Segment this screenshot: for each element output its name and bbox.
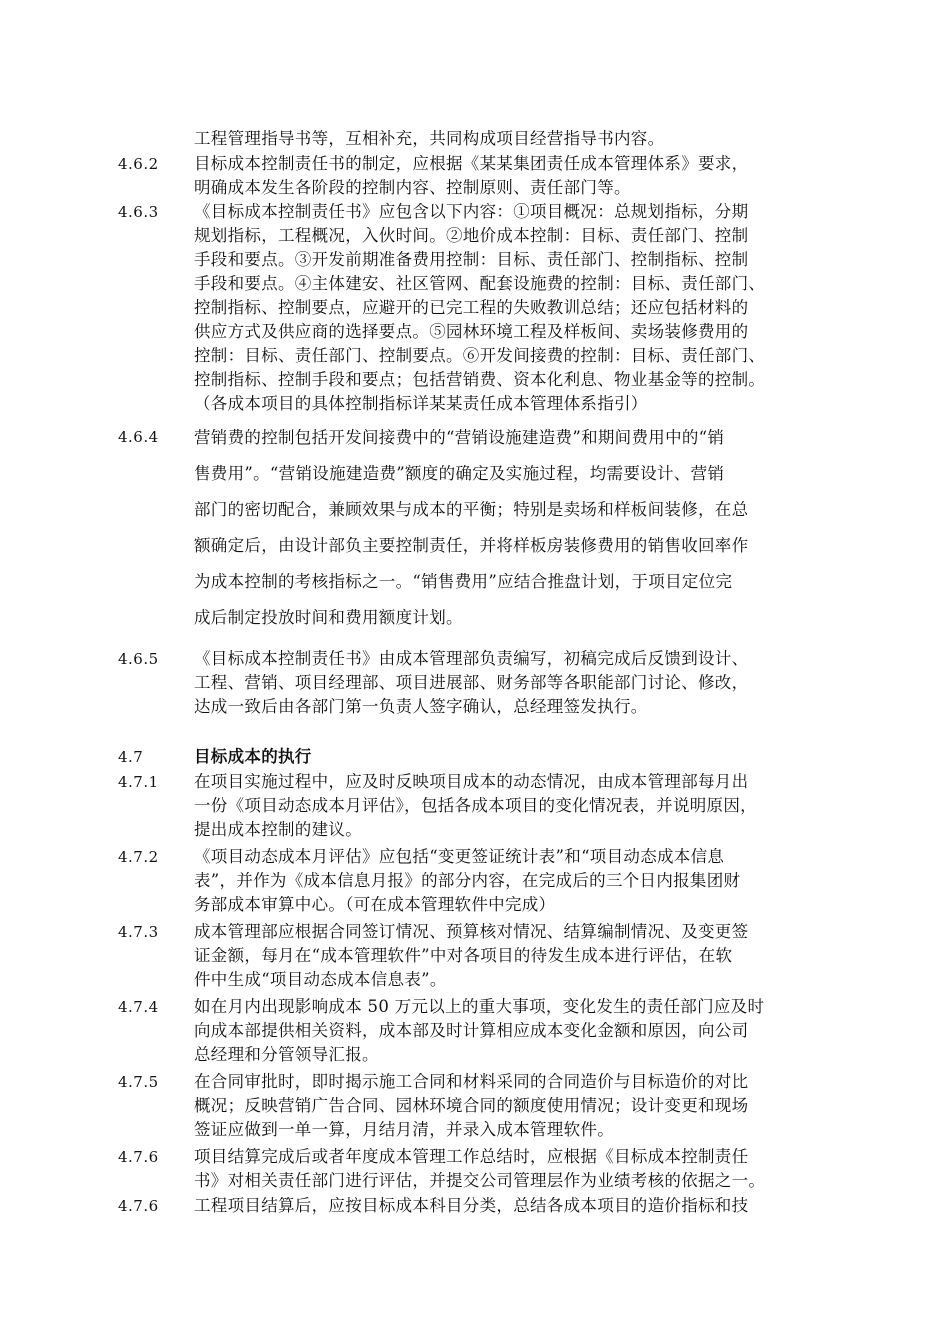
paragraph-continuation — [118, 127, 838, 151]
text-line: 手段和要点。④主体建安、社区管网、配套设施费的控制：目标、责任部门、 — [194, 274, 766, 293]
clause-number: 4.7.1 — [118, 773, 159, 791]
text-line: 成本管理部应根据合同签订情况、预算核对情况、结算编制情况、及变更签 — [194, 922, 749, 941]
text-line: 目标成本的执行 — [194, 747, 312, 766]
text-line: 控制指标、控制手段和要点；包括营销费、资本化利息、物业基金等的控制。 — [194, 370, 766, 389]
clause-4-7-2 — [118, 845, 838, 917]
text-line: 明确成本发生各阶段的控制内容、控制原则、责任部门等。 — [194, 178, 631, 197]
section-heading-4-7 — [118, 745, 838, 769]
text-line: 书》对相关责任部门进行评估，并提交公司管理层作为业绩考核的依据之一。 — [194, 1171, 766, 1190]
text-line: 售费用”。“营销设施建造费”额度的确定及实施过程，均需要设计、营销 — [194, 464, 725, 483]
text-line: 额确定后，由设计部负主要控制责任，并将样板房装修费用的销售收回率作 — [194, 536, 749, 555]
text-line: 提出成本控制的建议。 — [194, 820, 362, 839]
clause-number: 4.7.6 — [118, 1197, 159, 1215]
text-line: 目标成本控制责任书的制定，应根据《某某集团责任成本管理体系》要求， — [194, 154, 749, 173]
clause-number: 4.7.6 — [118, 1148, 159, 1166]
clause-text — [194, 920, 838, 992]
clause-4-7-6-second — [118, 1194, 838, 1218]
clause-number: 4.6.4 — [118, 428, 159, 446]
text-line: 签证应做到一单一算，月结月清，并录入成本管理软件。 — [194, 1120, 614, 1139]
clause-number: 4.7.5 — [118, 1073, 159, 1091]
text-line: 控制指标、控制要点，应避开的已完工程的失败教训总结；还应包括材料的 — [194, 298, 749, 317]
clause-text — [194, 845, 838, 917]
text-line: 营销费的控制包括开发间接费中的“营销设施建造费”和期间费用中的“销 — [194, 428, 725, 447]
text-line: 手段和要点。③开发前期准备费用控制：目标、责任部门、控制指标、控制 — [194, 250, 749, 269]
clause-4-6-2 — [118, 152, 838, 200]
clause-4-7-6 — [118, 1145, 838, 1193]
clause-number: 4.7.3 — [118, 923, 159, 941]
text-line: 概况；反映营销广告合同、园林环境合同的额度使用情况；设计变更和现场 — [194, 1096, 749, 1115]
text-line: 工程项目结算后，应按目标成本科目分类，总结各成本项目的造价指标和技 — [194, 1196, 749, 1215]
clause-number: 4.7.4 — [118, 998, 159, 1016]
section-title — [194, 745, 838, 769]
text-line: 控制：目标、责任部门、控制要点。⑥开发间接费的控制：目标、责任部门、 — [194, 346, 766, 365]
text-line: 向成本部提供相关资料，成本部及时计算相应成本变化金额和原因，向公司 — [194, 1021, 749, 1040]
clause-4-7-4 — [118, 995, 838, 1067]
clause-text — [194, 1194, 838, 1218]
text-line: 总经理和分管领导汇报。 — [194, 1045, 379, 1064]
clause-text — [194, 995, 838, 1067]
clause-text — [194, 200, 838, 416]
text-line: 证金额，每月在“成本管理软件”中对各项目的待发生成本进行评估，在软 — [194, 946, 733, 965]
text-line: 达成一致后由各部门第一负责人签字确认，总经理签发执行。 — [194, 697, 648, 716]
text-line: 件中生成“项目动态成本信息表”。 — [194, 970, 447, 989]
clause-4-7-5 — [118, 1070, 838, 1142]
clause-number — [118, 127, 194, 151]
text-line: 部门的密切配合，兼顾效果与成本的平衡；特别是卖场和样板间装修，在总 — [194, 500, 749, 519]
clause-text — [194, 423, 838, 639]
text-line: 工程管理指导书等，互相补充，共同构成项目经营指导书内容。 — [194, 129, 665, 148]
text-line: 工程、营销、项目经理部、项目进展部、财务部等各职能部门讨论、修改， — [194, 673, 749, 692]
clause-number: 4.6.2 — [118, 155, 159, 173]
text-line: 项目结算完成后或者年度成本管理工作总结时，应根据《目标成本控制责任 — [194, 1147, 749, 1166]
clause-number: 4.7.2 — [118, 848, 159, 866]
clause-number: 4.6.5 — [118, 650, 159, 668]
clause-4-7-1 — [118, 770, 838, 842]
text-line: 规划指标，工程概况，入伙时间。②地价成本控制：目标、责任部门、控制 — [194, 226, 749, 245]
text-line: 《目标成本控制责任书》应包含以下内容：①项目概况：总规划指标，分期 — [194, 202, 749, 221]
text-line: 一份《项目动态成本月评估》，包括各成本项目的变化情况表，并说明原因， — [194, 796, 757, 815]
clause-text — [194, 152, 838, 200]
clause-4-6-4 — [118, 423, 838, 639]
text-line: 如在月内出现影响成本 50 万元以上的重大事项，变化发生的责任部门应及时 — [194, 997, 765, 1016]
text-line: （各成本项目的具体控制指标详某某责任成本管理体系指引） — [194, 394, 648, 413]
text-line: 务部成本审算中心。（可在成本管理软件中完成） — [194, 895, 556, 914]
clause-number: 4.6.3 — [118, 203, 159, 221]
clause-text — [194, 770, 838, 842]
clause-text — [194, 647, 838, 719]
clause-text — [194, 1070, 838, 1142]
section-number: 4.7 — [118, 748, 144, 766]
text-line: 供应方式及供应商的选择要点。⑤园林环境工程及样板间、卖场装修费用的 — [194, 322, 749, 341]
clause-4-7-3 — [118, 920, 838, 992]
text-line: 成后制定投放时间和费用额度计划。 — [194, 608, 463, 627]
clause-4-6-5 — [118, 647, 838, 719]
text-line: 在合同审批时，即时揭示施工合同和材料采同的合同造价与目标造价的对比 — [194, 1072, 749, 1091]
text-line: 在项目实施过程中，应及时反映项目成本的动态情况，由成本管理部每月出 — [194, 772, 749, 791]
text-line: 《项目动态成本月评估》应包括“变更签证统计表”和“项目动态成本信息 — [194, 847, 725, 866]
clause-text — [194, 1145, 838, 1193]
clause-4-6-3 — [118, 200, 838, 416]
text-line: 表”，并作为《成本信息月报》的部分内容，在完成后的三个日内报集团财 — [194, 871, 741, 890]
clause-text — [194, 127, 838, 151]
text-line: 《目标成本控制责任书》由成本管理部负责编写，初稿完成后反馈到设计、 — [194, 649, 749, 668]
text-line: 为成本控制的考核指标之一。“销售费用”应结合推盘计划，于项目定位完 — [194, 572, 733, 591]
